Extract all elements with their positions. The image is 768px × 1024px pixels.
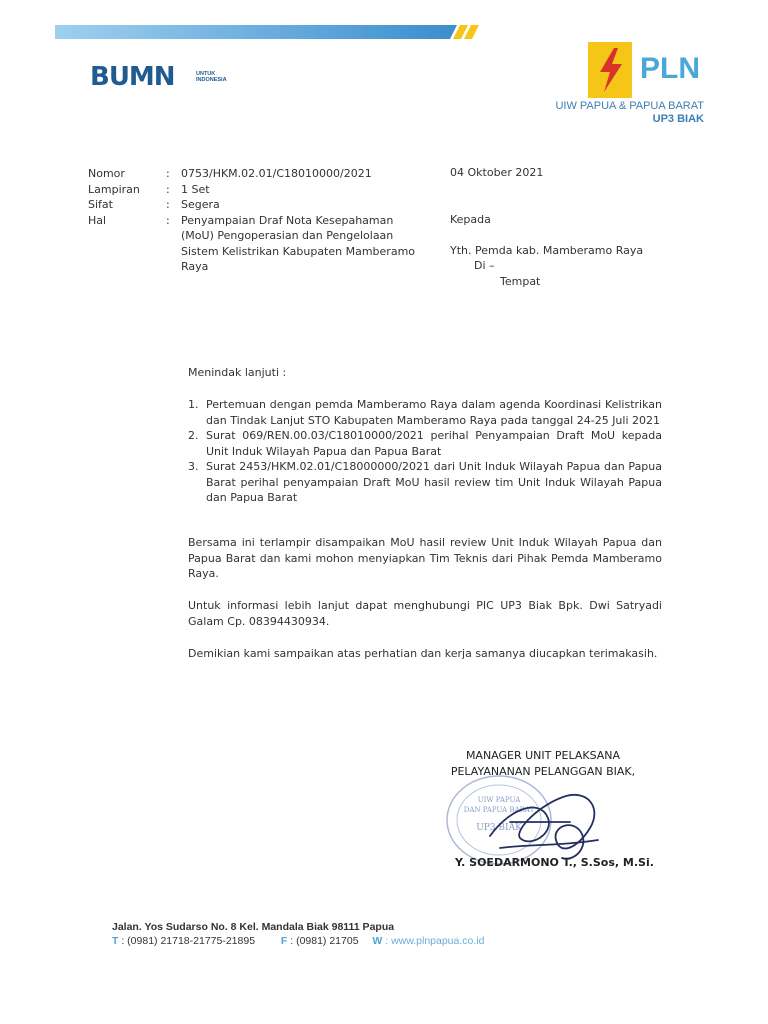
bumn-tagline: UNTUK INDONESIA [196,71,227,83]
signatory-name: Y. SOEDARMONO T., S.Sos, M.Si. [455,856,654,869]
meta-row-hal [88,213,431,275]
stamp-line-2: DAN PAPUA BARAT [463,806,535,814]
stamp-line-1: UIW PAPUA [477,796,521,804]
letter-date: 04 Oktober 2021 [450,166,544,179]
phone-value: : (0981) 21718-21775-21895 [121,935,256,947]
recipient-block [450,212,643,289]
recipient-di: Di – [474,259,495,272]
colon: : [166,167,170,180]
unit-name [555,100,704,126]
nomor-label: Nomor [88,167,125,180]
pln-lightning-icon [586,40,636,100]
signatory-title-line-2: PELAYANANAN PELANGGAN BIAK, [450,765,636,778]
lampiran-value: 1 Set [181,182,210,196]
recipient-name: Yth. Pemda kab. Mamberamo Raya [450,243,644,257]
paragraph-closing: Demikian kami sampaikan atas perhatian dan kerja samanya diucapkan terimakasih. [188,647,658,660]
stamp-line-3: UP3 BIAK [476,823,522,833]
hal-value: Penyampaian Draf Nota Kesepahaman (MoU) Pengoperasian dan Pengelolaan Sistem Kelistrikan Kabupaten Mamberamo Raya [181,213,416,273]
phone-label: T [112,935,119,947]
list-text: Surat 069/REN.00.03/C18010000/2021 perihal Penyampaian Draft MoU kepada Unit Induk Wilayah Papua dan Papua Barat [206,429,662,458]
kepada-label: Kepada [450,213,491,226]
header-stripe [55,22,485,42]
meta-row-lampiran [88,182,431,198]
list-number: 3. [188,460,199,473]
letter-meta [88,166,431,275]
reference-list [188,397,662,506]
hal-label: Hal [88,213,107,227]
meta-row-nomor [88,166,431,182]
sifat-value: Segera [181,198,220,211]
nomor-value: 0753/HKM.02.01/C18010000/2021 [181,167,372,180]
fax-label: F [280,935,288,947]
fax-value: : (0981) 21705 [290,935,359,947]
paragraph-attachment: Bersama ini terlampir disampaikan MoU hasil review Unit Induk Wilayah Papua dan Papua Barat dan kami mohon menyiapkan Tim Teknis dari Pihak Pemda Mamberamo Raya. [188,536,662,580]
list-text: Surat 2453/HKM.02.01/C18000000/2021 dari Unit Induk Wilayah Papua dan Papua Barat perihal penyampaian Draft MoU hasil review tim Unit Induk Wilayah Papua dan Papua Barat [206,460,662,504]
footer-address: Jalan. Yos Sudarso No. 8 Kel. Mandala Biak 98111 Papua [112,921,395,933]
recipient-tempat: Tempat [500,274,541,288]
web-label: W [372,935,383,947]
unit-line-2: UP3 BIAK [652,113,704,125]
paragraph-contact: Untuk informasi lebih lanjut dapat menghubungi PIC UP3 Biak Bpk. Dwi Satryadi Galam Cp. 08394430934. [188,599,662,628]
pln-name: PLN [640,52,700,85]
list-item [188,397,662,428]
bumn-logo [90,62,227,92]
signatory-title-line-1: MANAGER UNIT PELAKSANA [465,749,621,762]
colon: : [166,213,170,227]
footer-contacts [112,934,484,948]
list-number: 1. [188,398,199,411]
list-item [188,428,662,459]
web-value: : www.plnpapua.co.id [385,935,485,947]
lampiran-label: Lampiran [88,182,140,196]
colon: : [166,198,170,211]
unit-line-1: UIW PAPUA & PAPUA BARAT [555,100,704,112]
footer [112,920,484,948]
bumn-logo-text: BUMN [90,62,175,92]
intro-text: Menindak lanjuti : [188,366,287,379]
colon: : [166,182,170,196]
list-item [188,459,662,506]
list-number: 2. [188,429,199,442]
meta-row-sifat [88,197,431,213]
sifat-label: Sifat [88,198,113,211]
list-text: Pertemuan dengan pemda Mamberamo Raya dalam agenda Koordinasi Kelistrikan dan Tindak Lanjut STO Kabupaten Mamberamo Raya pada tanggal 24-25 Juli 2021 [206,398,662,427]
